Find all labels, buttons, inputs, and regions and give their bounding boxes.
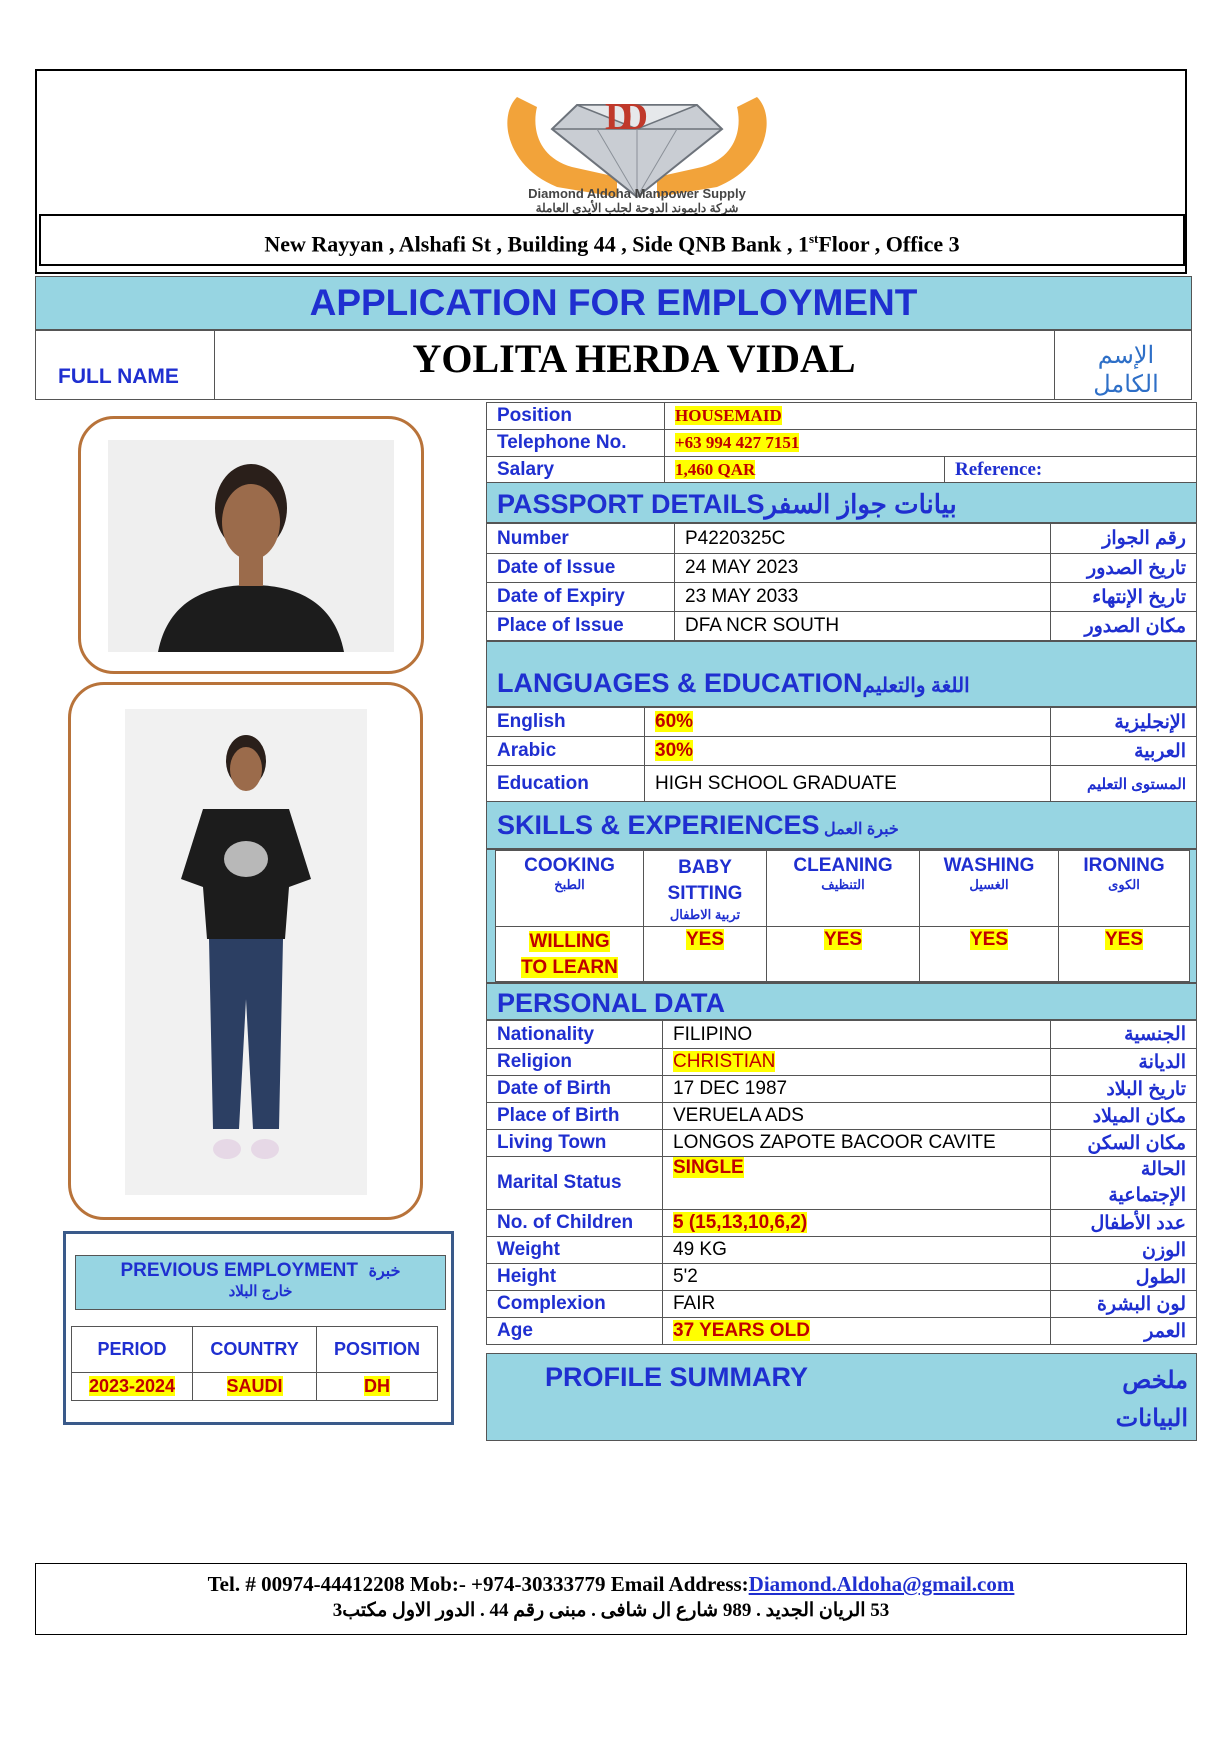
- languages-title: LANGUAGES & EDUCATION: [497, 668, 863, 698]
- table-row: [487, 1021, 1197, 1049]
- telephone-value: +63 994 427 7151: [675, 433, 800, 452]
- table-row: [487, 612, 1197, 641]
- portrait-photo: [108, 440, 394, 652]
- footer: [35, 1563, 1187, 1635]
- col-header-country: COUNTRY: [193, 1327, 317, 1373]
- expiry-date-label-ar: تاريخ الإنتهاء: [1051, 583, 1197, 612]
- previous-employment-title-ar-2: خارج البلاد: [228, 1283, 293, 1300]
- birthplace-label: Place of Birth: [487, 1103, 663, 1130]
- english-label: English: [487, 708, 645, 737]
- dob-label: Date of Birth: [487, 1076, 663, 1103]
- age-value: 37 YEARS OLD: [673, 1320, 810, 1341]
- page-title: APPLICATION FOR EMPLOYMENT: [309, 282, 918, 323]
- col-header-position: POSITION: [317, 1327, 438, 1373]
- nationality-label: Nationality: [487, 1021, 663, 1049]
- skill-ironing-label-ar: الكوى: [1108, 877, 1140, 892]
- company-name-en: Diamond Aldoha Manpower Supply: [528, 186, 746, 201]
- skill-baby-sitting: [644, 851, 767, 927]
- skill-ironing: [1059, 851, 1190, 927]
- passport-table: [486, 523, 1197, 641]
- skill-cleaning-label: CLEANING: [793, 855, 893, 876]
- arabic-label: Arabic: [487, 737, 645, 766]
- passport-title: PASSPORT DETAILS: [497, 489, 765, 519]
- skill-cleaning: [767, 851, 920, 927]
- position-label: Position: [487, 403, 665, 430]
- previous-employment-box: [63, 1231, 454, 1425]
- marital-status-label-ar: الحالة الإجتماعية: [1051, 1157, 1197, 1210]
- living-town-label: Living Town: [487, 1130, 663, 1157]
- table-row: [487, 1103, 1197, 1130]
- skill-ironing-label: IRONING: [1083, 855, 1165, 876]
- table-row: [487, 554, 1197, 583]
- skills-frame: [486, 849, 1197, 983]
- table-row: [487, 1291, 1197, 1318]
- previous-employment-header: [75, 1255, 446, 1310]
- profile-summary-title-ar: ملخص البيانات: [1115, 1367, 1188, 1432]
- skill-cleaning-label-ar: التنظيف: [821, 877, 865, 892]
- full-body-person-icon: [125, 709, 367, 1195]
- table-row: [487, 1318, 1197, 1345]
- full-name-label: FULL NAME: [58, 365, 179, 388]
- weight-label: Weight: [487, 1237, 663, 1264]
- table-row: [487, 1237, 1197, 1264]
- skill-cooking-label-ar: الطبخ: [554, 877, 585, 892]
- children-label: No. of Children: [487, 1210, 663, 1237]
- address-superscript: st: [808, 231, 819, 246]
- full-body-frame: [68, 682, 423, 1220]
- full-body-photo: [125, 709, 367, 1195]
- height-value: 5'2: [663, 1264, 1051, 1291]
- issue-place-label-ar: مكان الصدور: [1051, 612, 1197, 641]
- address-text-2: Floor , Office 3: [818, 231, 960, 257]
- skills-table: [495, 850, 1190, 982]
- living-town-value: LONGOS ZAPOTE BACOOR CAVITE: [663, 1130, 1051, 1157]
- position-value: DH: [364, 1376, 391, 1396]
- languages-title-ar: اللغة والتعليم: [862, 675, 970, 697]
- table-row: [487, 524, 1197, 554]
- personal-title: PERSONAL DATA: [497, 988, 726, 1018]
- marital-status-label: Marital Status: [487, 1157, 663, 1210]
- table-row: [487, 1157, 1197, 1210]
- nationality-value: FILIPINO: [663, 1021, 1051, 1049]
- portrait-frame: [78, 416, 424, 674]
- nationality-label-ar: الجنسية: [1051, 1021, 1197, 1049]
- table-row: [487, 1210, 1197, 1237]
- arabic-label-ar: العربية: [1051, 737, 1197, 766]
- salary-value: 1,460 QAR: [675, 460, 756, 479]
- weight-label-ar: الوزن: [1051, 1237, 1197, 1264]
- issue-place-label: Place of Issue: [487, 612, 675, 641]
- skills-title-ar: خبرة العمل: [824, 821, 899, 838]
- previous-employment-table: [71, 1326, 438, 1401]
- skill-cleaning-value: YES: [823, 929, 863, 950]
- telephone-label: Telephone No.: [487, 430, 665, 457]
- issue-place-value: DFA NCR SOUTH: [675, 612, 1051, 641]
- footer-contact: Tel. # 00974-44412208 Mob:- +974-30333779 Email Address:: [207, 1572, 749, 1596]
- table-row: [487, 708, 1197, 737]
- issue-date-label: Date of Issue: [487, 554, 675, 583]
- complexion-label: Complexion: [487, 1291, 663, 1318]
- dob-label-ar: تاريخ البلاد: [1051, 1076, 1197, 1103]
- table-row: [487, 1076, 1197, 1103]
- title-bar: [35, 276, 1192, 330]
- english-value: 60%: [655, 711, 694, 732]
- table-row: [487, 1049, 1197, 1076]
- skill-washing-label-ar: الغسيل: [969, 877, 1009, 892]
- personal-table: [486, 1020, 1197, 1345]
- issue-date-label-ar: تاريخ الصدور: [1051, 554, 1197, 583]
- profile-summary: [486, 1353, 1197, 1441]
- footer-email-link[interactable]: Diamond.Aldoha@gmail.com: [748, 1572, 1015, 1596]
- skill-cooking-label: COOKING: [524, 855, 615, 876]
- skill-baby-sitting-label: BABY SITTING: [667, 857, 743, 904]
- skill-washing-label: WASHING: [943, 855, 1035, 876]
- address-text: New Rayyan , Alshafi St , Building 44 , Side QNB Bank , 1: [264, 231, 809, 257]
- company-name-ar: شركة دايموند الدوحة لجلب الأيدي العاملة: [535, 201, 739, 215]
- complexion-label-ar: لون البشرة: [1051, 1291, 1197, 1318]
- expiry-date-label: Date of Expiry: [487, 583, 675, 612]
- height-label: Height: [487, 1264, 663, 1291]
- passport-number-value: P4220325C: [675, 524, 1051, 554]
- languages-table: [486, 707, 1197, 802]
- table-row: [487, 1130, 1197, 1157]
- birthplace-label-ar: مكان الميلاد: [1051, 1103, 1197, 1130]
- table-row: [487, 583, 1197, 612]
- full-name-value: YOLITA HERDA VIDAL: [412, 336, 856, 381]
- country-value: SAUDI: [226, 1376, 283, 1396]
- skill-baby-sitting-value: YES: [685, 929, 725, 950]
- reference-label: Reference:: [945, 457, 1197, 484]
- logo-letters: DD: [605, 96, 636, 138]
- full-name-row: [35, 330, 1192, 400]
- passport-number-label-ar: رقم الجواز: [1051, 524, 1197, 554]
- birthplace-value: VERUELA ADS: [663, 1103, 1051, 1130]
- expiry-date-value: 23 MAY 2033: [675, 583, 1051, 612]
- skills-title: SKILLS & EXPERIENCES: [497, 810, 820, 840]
- previous-employment-title: PREVIOUS EMPLOYMENT: [120, 1260, 359, 1281]
- living-town-label-ar: مكان السكن: [1051, 1130, 1197, 1157]
- religion-label: Religion: [487, 1049, 663, 1076]
- skills-section-header: [486, 801, 1197, 849]
- passport-number-label: Number: [487, 524, 675, 554]
- position-table: [486, 402, 1197, 484]
- age-label-ar: العمر: [1051, 1318, 1197, 1345]
- skill-ironing-value: YES: [1104, 929, 1144, 950]
- education-label-ar: المستوى التعليم: [1051, 766, 1197, 802]
- portrait-person-icon: [108, 440, 394, 652]
- english-label-ar: الإنجليزية: [1051, 708, 1197, 737]
- full-name-label-ar: الإسم الكامل: [1093, 342, 1159, 398]
- marital-status-value: SINGLE: [673, 1157, 744, 1178]
- period-value: 2023-2024: [88, 1376, 176, 1396]
- table-row: [487, 766, 1197, 802]
- skill-cooking: [496, 851, 644, 927]
- skill-cooking-value: WILLING TO LEARN: [521, 931, 618, 978]
- salary-label: Salary: [487, 457, 665, 484]
- education-label: Education: [487, 766, 645, 802]
- complexion-value: FAIR: [663, 1291, 1051, 1318]
- table-row: [487, 1264, 1197, 1291]
- weight-value: 49 KG: [663, 1237, 1051, 1264]
- education-value: HIGH SCHOOL GRADUATE: [645, 766, 1051, 802]
- arabic-value: 30%: [655, 740, 694, 761]
- passport-title-ar: بيانات جواز السفر: [764, 489, 957, 519]
- languages-section-header: [486, 641, 1197, 707]
- age-label: Age: [487, 1318, 663, 1345]
- dob-value: 17 DEC 1987: [663, 1076, 1051, 1103]
- religion-label-ar: الديانة: [1051, 1049, 1197, 1076]
- children-label-ar: عدد الأطفال: [1051, 1210, 1197, 1237]
- children-value: 5 (15,13,10,6,2): [673, 1212, 808, 1233]
- footer-address-ar: 53 الريان الجديد . 989 شارع ال شافى . مبنى رقم 44 . الدور الاول مكتب3: [332, 1600, 890, 1621]
- issue-date-value: 24 MAY 2023: [675, 554, 1051, 583]
- table-row: [72, 1373, 438, 1401]
- skill-baby-sitting-label-ar: تربية الاطفال: [669, 907, 741, 922]
- skill-washing: [920, 851, 1059, 927]
- col-header-period: PERIOD: [72, 1327, 193, 1373]
- height-label-ar: الطول: [1051, 1264, 1197, 1291]
- position-value: HOUSEMAID: [675, 406, 782, 425]
- religion-value: CHRISTIAN: [673, 1051, 776, 1072]
- passport-section-header: [486, 482, 1197, 523]
- previous-employment-title-ar: خبرة: [368, 1263, 401, 1280]
- letterhead: [35, 69, 1187, 274]
- address-box: [39, 214, 1185, 266]
- personal-section-header: [486, 983, 1197, 1020]
- table-row: [487, 737, 1197, 766]
- profile-summary-title: PROFILE SUMMARY: [545, 1362, 808, 1392]
- skill-washing-value: YES: [969, 929, 1009, 950]
